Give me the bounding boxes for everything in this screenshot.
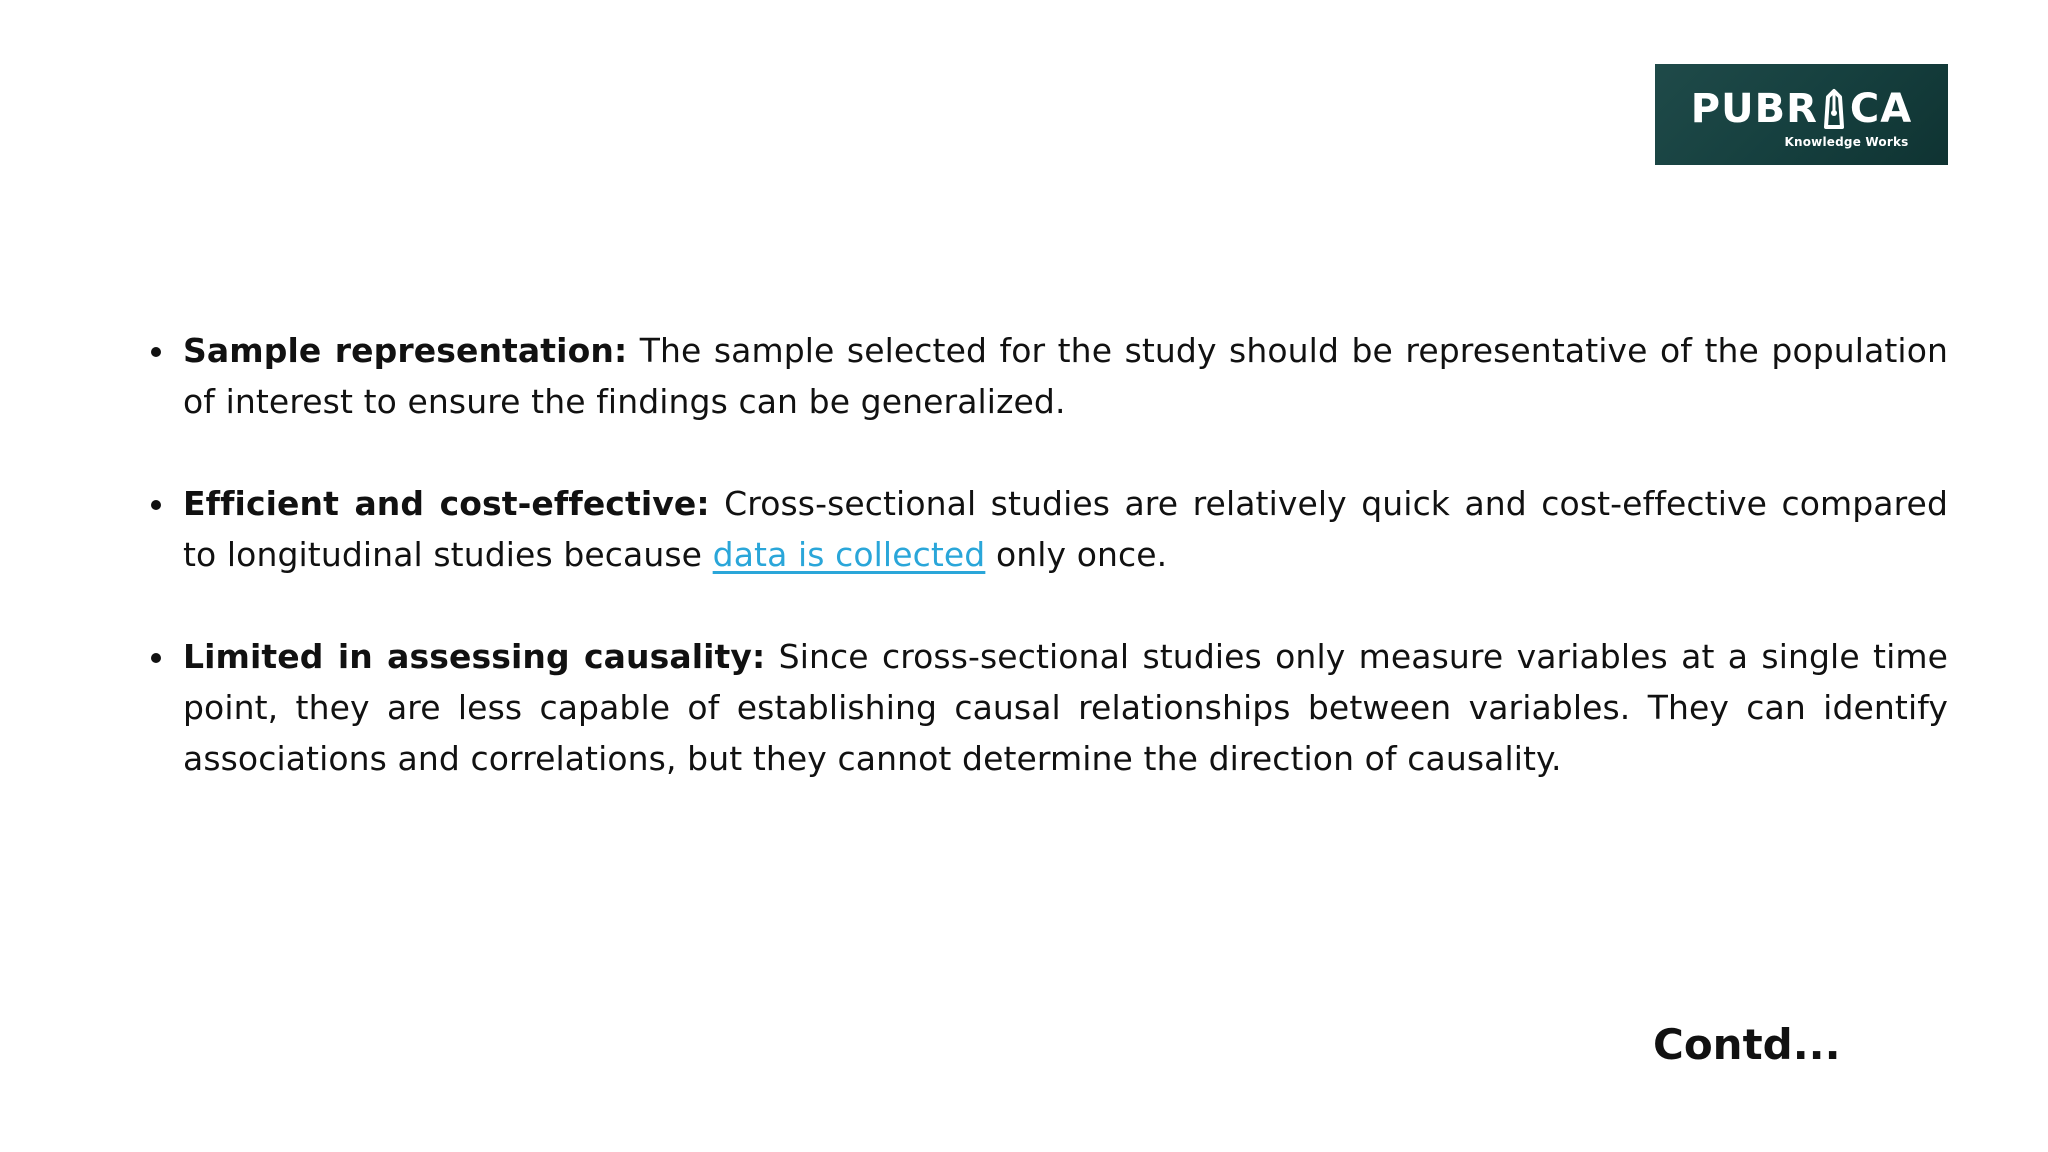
bullet-limited-causality — [146, 631, 1948, 784]
logo-wordmark-end: CA — [1849, 85, 1913, 132]
logo-wordmark-start: PUBR — [1690, 85, 1818, 132]
bullet-dot-icon — [151, 653, 161, 663]
data-is-collected-link[interactable]: data is collected — [712, 535, 986, 574]
bullet-sample-representation — [146, 325, 1948, 427]
bullet-text-after: only once. — [995, 535, 1168, 574]
bullet-dot-icon — [151, 500, 161, 510]
contd-label: Contd... — [1653, 1020, 1841, 1069]
bullet-text: Cross-sectional studies are relatively quick and cost-effective compared to longitudinal studies because — [183, 484, 1949, 574]
logo-tagline: Knowledge Works — [1784, 134, 1909, 149]
logo-wordmark — [1690, 85, 1913, 132]
bullet-efficient-cost-effective — [146, 478, 1948, 580]
bullet-content — [146, 325, 1948, 835]
bullet-term: Efficient and cost-effective: — [183, 484, 710, 523]
pen-icon — [1820, 87, 1848, 129]
bullet-dot-icon — [151, 347, 161, 357]
bullet-list — [146, 325, 1948, 784]
bullet-term: Limited in assessing causality: — [183, 637, 766, 676]
bullet-text: The sample selected for the study should be representative of the population of interest to ensure the findings can be generalized. — [183, 331, 1949, 421]
bullet-term: Sample representation: — [183, 331, 628, 370]
bullet-text: Since cross-sectional studies only measure variables at a single time point, they are less capable of establishing causal relationships between variables. They can identify associations and correlations, but they cannot determine the direction of causality. — [183, 637, 1948, 778]
pubrica-logo — [1655, 64, 1948, 165]
